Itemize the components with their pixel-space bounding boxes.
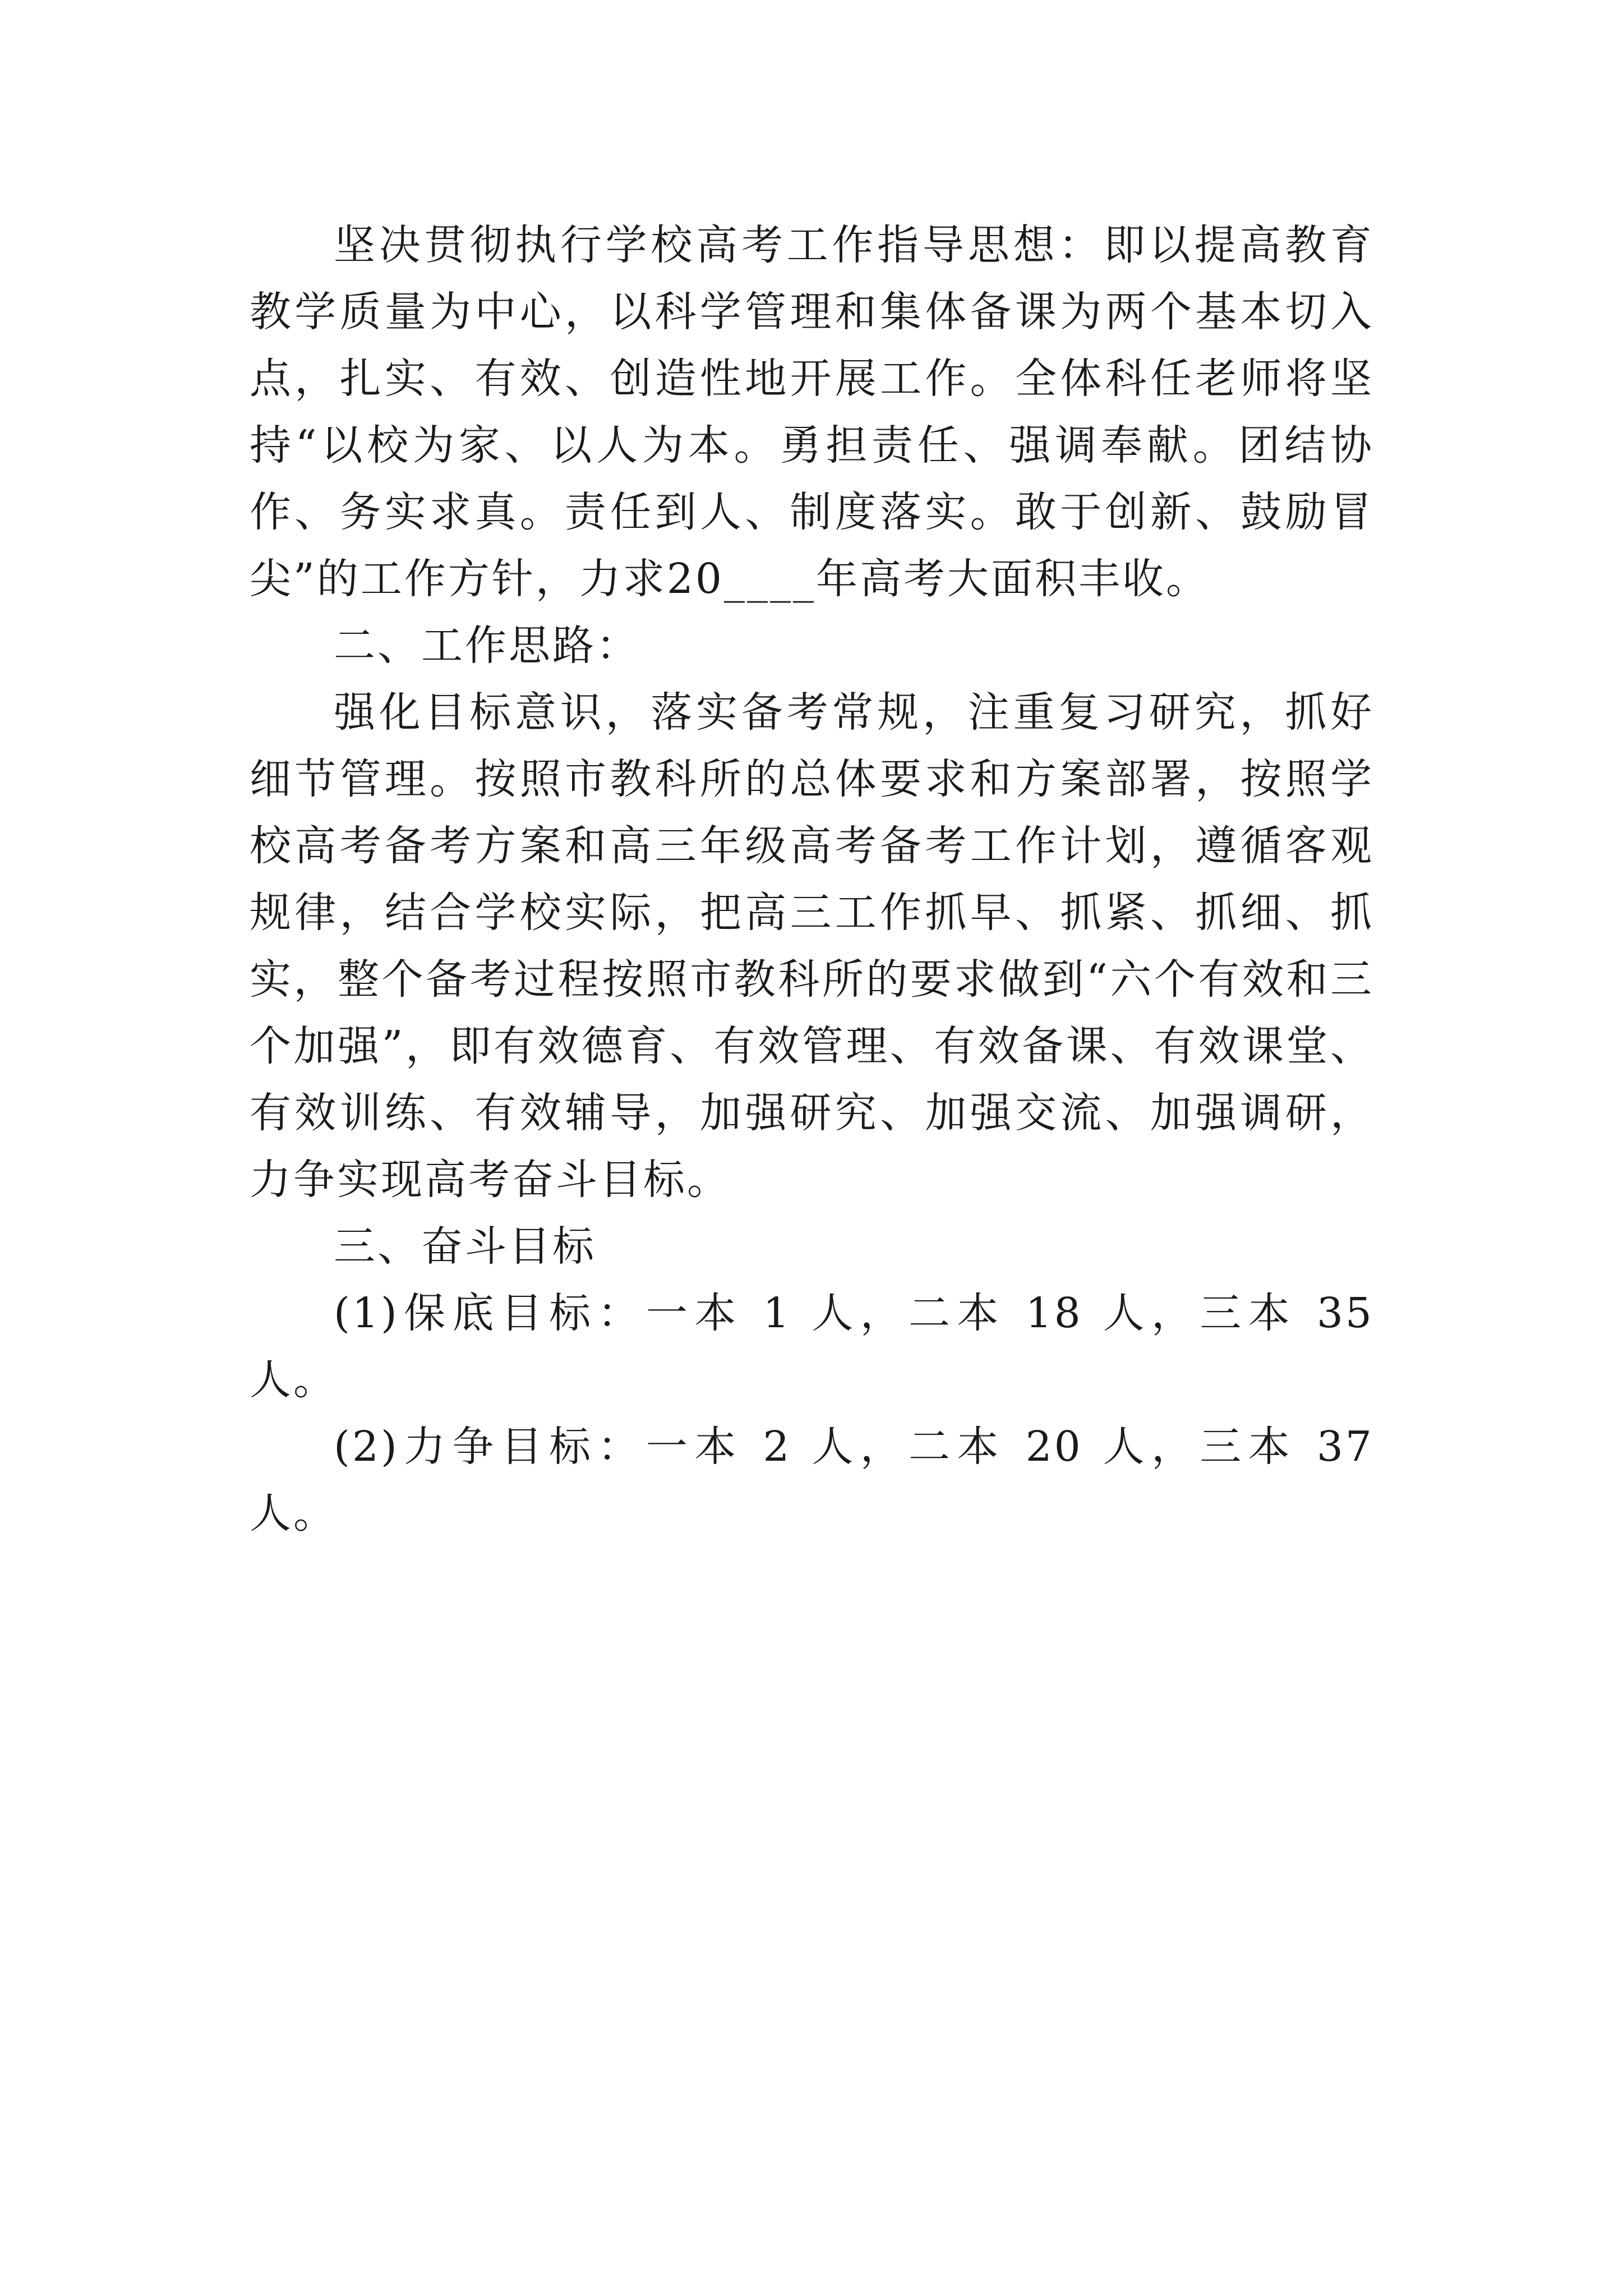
baseline-goal-item: (1)保底目标：一本 1 人，二本 18 人，三本 35 人。 — [250, 1289, 1374, 1404]
stretch-goal-item: (2)力争目标：一本 2 人，二本 20 人，三本 37 人。 — [250, 1423, 1374, 1538]
section-heading-goals: 三、奋斗目标 — [334, 1222, 596, 1271]
work-approach-paragraph: 强化目标意识，落实备考常规，注重复习研究，抓好细节管理。按照市教科所的总体要求和方案部署，按照学校高考备考方案和高三年级高考备考工作计划，遵循客观规律，结合学校实际，把高三工作抓早、抓紧、抓细、抓实，整个备考过程按照市教科所的要求做到“六个有效和三个加强”，即有效德育、有效管理、有效备课、有效课堂、有效训练、有效辅导，加强研究、加强交流、加强调研，力争实现高考奋斗目标。 — [250, 688, 1374, 1204]
guiding-thought-paragraph: 坚决贯彻执行学校高考工作指导思想：即以提高教育教学质量为中心，以科学管理和集体备课为两个基本切入点，扎实、有效、创造性地开展工作。全体科任老师将坚持“以校为家、以人为本。勇担责任、强调奉献。团结协作、务实求真。责任到人、制度落实。敢于创新、鼓励冒尖”的工作方针，力求20____年高考大面积丰收。 — [250, 221, 1374, 603]
document-body — [250, 212, 1374, 1547]
section-heading-work-approach: 二、工作思路： — [334, 622, 640, 670]
